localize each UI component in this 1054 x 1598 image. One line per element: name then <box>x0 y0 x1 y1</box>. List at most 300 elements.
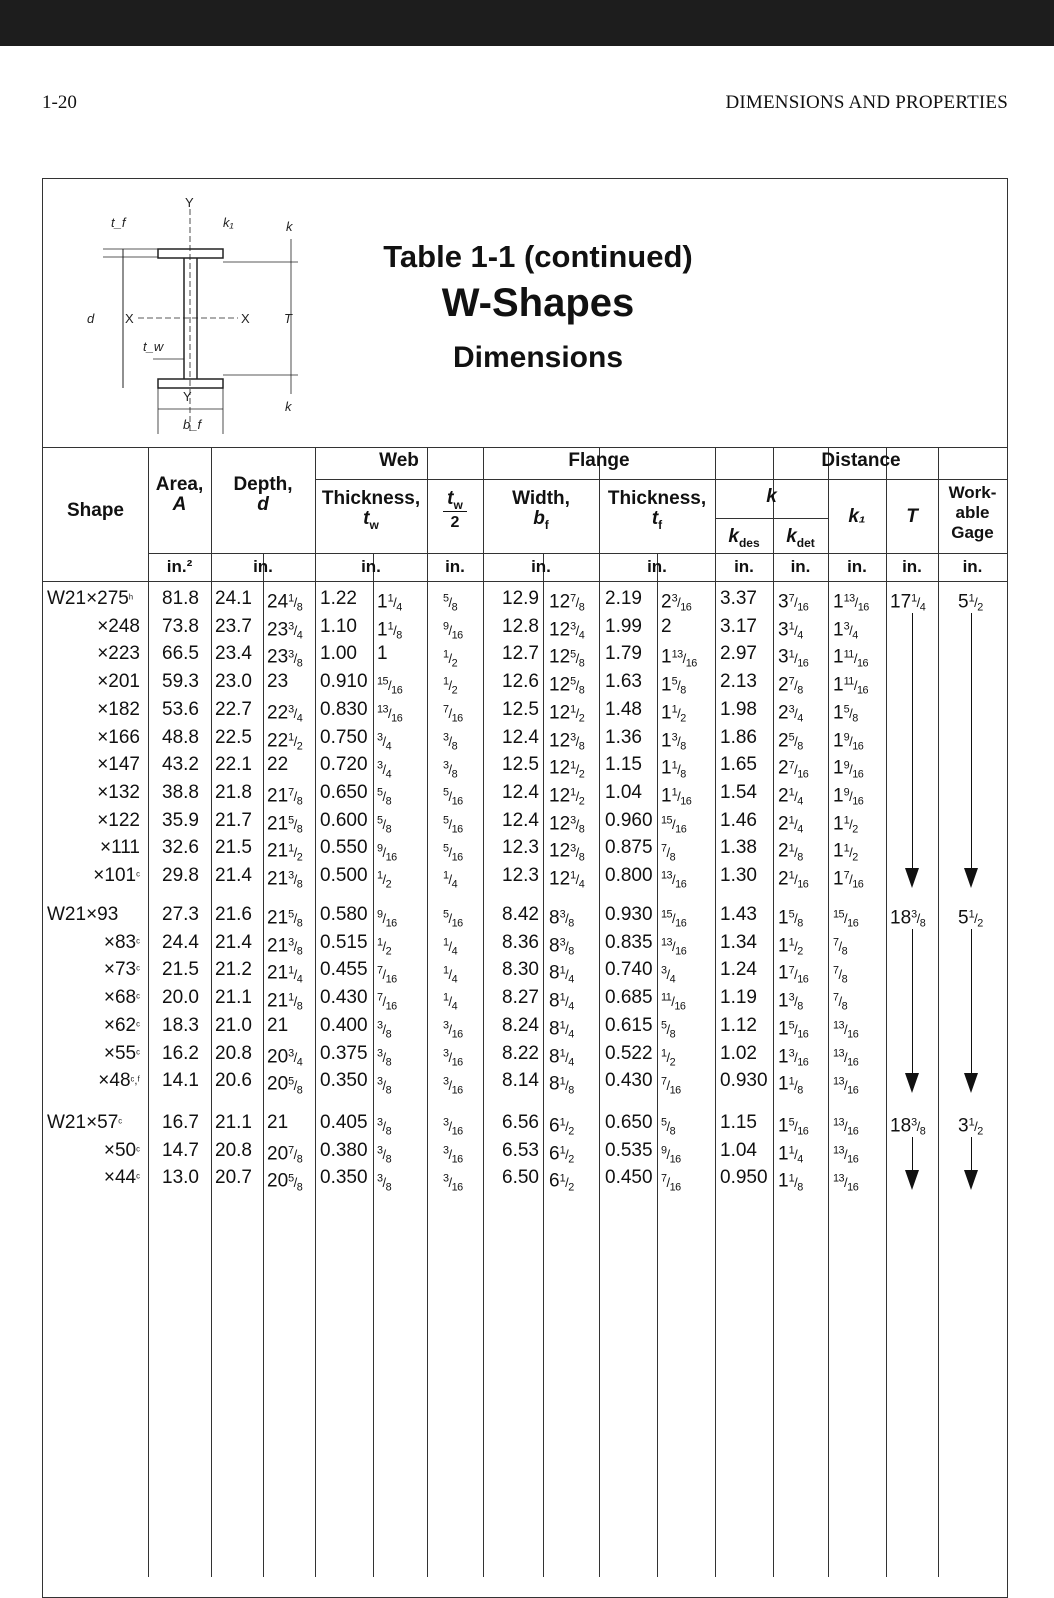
cell-r0-9-c11: 1.38 <box>720 837 757 859</box>
cell-r2-1-c13: $^{13}/_{16}$ <box>833 1144 859 1166</box>
cell-r0-5-c0: ×166 <box>97 726 140 748</box>
cell-r1-4-c6: $^3/_{16}$ <box>443 1019 463 1041</box>
cell-r1-4-c10: $^5/_8$ <box>661 1019 676 1041</box>
cell-r1-2-c11: 1.24 <box>720 959 757 981</box>
cell-r2-0-c6: $^3/_{16}$ <box>443 1117 463 1138</box>
cell-r0-6-c10: $1^1/_8$ <box>661 757 686 781</box>
cell-r1-2-c3: $21^1/_4$ <box>267 962 303 986</box>
cell-r0-1-c7: 12.8 <box>502 615 539 637</box>
cell-r1-3-c0: $\times 68^ᶜ$ <box>103 987 140 1009</box>
cell-r0-0-c0: $W21\times 275^ʰ$ <box>47 588 134 609</box>
cell-r1-1-c12: $1^1/_2$ <box>778 935 803 958</box>
column-rule <box>715 447 716 1577</box>
unit-depth: in. <box>253 557 273 576</box>
cell-r1-0-c5: $^9/_{16}$ <box>377 909 397 930</box>
cell-r0-10-c3: $21^3/_8$ <box>267 868 303 891</box>
unit-flange-thickness: in. <box>647 557 667 576</box>
header-distance: Distance <box>821 450 901 471</box>
cell-r2-1-c4: 0.380 <box>320 1139 368 1161</box>
cell-r1-4-c9: 0.615 <box>605 1014 653 1036</box>
cell-r2-2-c6: $^3/_{16}$ <box>443 1172 463 1194</box>
cell-r1-6-c13: $^{13}/_{16}$ <box>833 1075 859 1097</box>
header-kdes: $k_{des}$ <box>728 526 760 550</box>
cell-r2-1-c7: 6.53 <box>502 1139 539 1161</box>
cell-r0-9-c8: $12^3/_8$ <box>549 840 585 864</box>
cell-r0-5-c6: $^3/_8$ <box>443 731 458 753</box>
cell-r1-3-c11: 1.19 <box>720 987 757 1009</box>
cell-r0-7-c6: $^5/_{16}$ <box>443 786 463 808</box>
cell-r0-2-c7: 12.7 <box>502 643 539 665</box>
cell-r0-2-c2: 23.4 <box>215 643 252 665</box>
cell-r0-3-c6: $^1/_2$ <box>443 676 458 698</box>
cell-r1-6-c11: 0.930 <box>720 1070 768 1092</box>
cell-r2-0-c10: $^5/_8$ <box>661 1117 676 1138</box>
cell-r2-2-c7: 6.50 <box>502 1167 539 1189</box>
cell-r2-0-c9: 0.650 <box>605 1112 653 1133</box>
cell-r1-2-c0: $\times 73^ᶜ$ <box>103 959 140 981</box>
cell-r1-2-c6: $^1/_4$ <box>443 964 458 986</box>
cell-r1-1-c1: 24.4 <box>162 931 199 953</box>
column-rule <box>599 447 600 1577</box>
cell-r0-10-c10: $^{13}/_{16}$ <box>661 870 687 891</box>
cell-r0-7-c13: $1^9/_{16}$ <box>833 785 864 808</box>
cell-r2-1-c0: $\times 50^ᶜ$ <box>103 1139 140 1161</box>
cell-r2-0-c13: $^{13}/_{16}$ <box>833 1117 859 1138</box>
cell-r1-0-c13: $^{15}/_{16}$ <box>833 909 859 930</box>
cell-r1-0-c0: W21×93 <box>47 904 119 925</box>
column-rule <box>315 447 316 1577</box>
cell-r0-2-c5: 1 <box>377 643 388 665</box>
cell-r2-0-c2: 21.1 <box>215 1112 252 1133</box>
cell-r1-0-c6: $^5/_{16}$ <box>443 909 463 930</box>
cell-r0-6-c0: ×147 <box>97 754 140 776</box>
cell-r0-3-c4: 0.910 <box>320 671 368 693</box>
cell-r0-6-c6: $^3/_8$ <box>443 759 458 781</box>
cell-r0-10-c9: 0.800 <box>605 865 653 886</box>
cell-r0-8-c7: 12.4 <box>502 809 539 831</box>
cell-r0-0-c10: $2^3/_{16}$ <box>661 591 692 614</box>
cell-r2-1-c12: $1^1/_4$ <box>778 1143 803 1166</box>
cell-r0-0-c13: $1^{13}/_{16}$ <box>833 591 869 614</box>
cell-r0-2-c1: 66.5 <box>162 643 199 665</box>
cell-r0-1-c13: $1^3/_4$ <box>833 619 858 642</box>
cell-r0-9-c5: $^9/_{16}$ <box>377 842 397 864</box>
column-rule <box>828 447 829 1577</box>
section-title: DIMENSIONS AND PROPERTIES <box>725 92 1008 113</box>
continuation-line <box>971 613 972 882</box>
cell-r0-3-c0: ×201 <box>97 671 140 693</box>
cell-r0-1-c0: ×248 <box>97 615 140 637</box>
cell-r1-2-c10: $^3/_4$ <box>661 964 676 986</box>
cell-r0-8-c8: $12^3/_8$ <box>549 812 585 836</box>
cell-r1-3-c7: 8.27 <box>502 987 539 1009</box>
cell-r0-1-c4: 1.10 <box>320 615 357 637</box>
cell-r1-4-c2: 21.0 <box>215 1014 252 1036</box>
cell-r1-1-c4: 0.515 <box>320 931 368 953</box>
group-header-rule <box>315 479 1007 480</box>
diagram-label-k-bottom: k <box>285 399 292 414</box>
continuation-arrow <box>905 868 919 888</box>
cell-r0-10-c7: 12.3 <box>502 865 539 886</box>
cell-r1-6-c1: 14.1 <box>162 1070 199 1092</box>
cell-r0-9-c1: 32.6 <box>162 837 199 859</box>
sub-column-rule <box>373 553 374 1577</box>
cell-r1-6-c8: $8^1/_8$ <box>549 1073 574 1097</box>
cell-r0-6-c9: 1.15 <box>605 754 642 776</box>
cell-r0-2-c12: $3^1/_{16}$ <box>778 646 809 670</box>
cell-r0-3-c10: $1^5/_8$ <box>661 674 686 698</box>
cell-r1-5-c8: $8^1/_4$ <box>549 1045 574 1069</box>
cell-r0-0-c5: $1^1/_4$ <box>377 591 402 614</box>
cell-r1-3-c5: $^7/_{16}$ <box>377 992 397 1014</box>
cell-r1-0-c8: $8^3/_8$ <box>549 907 574 930</box>
cell-r0-9-c6: $^5/_{16}$ <box>443 842 463 864</box>
cell-r1-5-c4: 0.375 <box>320 1042 368 1064</box>
cell-r0-7-c12: $2^1/_4$ <box>778 785 803 808</box>
header-flange: Flange <box>568 450 630 471</box>
cell-r0-9-c7: 12.3 <box>502 837 539 859</box>
cell-r1-3-c4: 0.430 <box>320 987 368 1009</box>
title-divider <box>43 447 1007 448</box>
header-bottom-rule <box>43 581 1007 582</box>
cell-r0-2-c11: 2.97 <box>720 643 757 665</box>
cell-r1-6-c10: $^7/_{16}$ <box>661 1075 681 1097</box>
cell-r0-5-c8: $12^3/_8$ <box>549 729 585 753</box>
cell-r0-4-c5: $^{13}/_{16}$ <box>377 703 403 725</box>
cell-r0-6-c1: 43.2 <box>162 754 199 776</box>
cell-r0-1-c11: 3.17 <box>720 615 757 637</box>
cell-r1-5-c5: $^3/_8$ <box>377 1047 392 1069</box>
unit-gage: in. <box>962 557 983 576</box>
header-T: T <box>906 506 918 527</box>
column-rule <box>938 447 939 1577</box>
cell-r2-2-c9: 0.450 <box>605 1167 653 1189</box>
cell-r0-4-c8: $12^1/_2$ <box>549 702 585 725</box>
unit-T: in. <box>902 557 922 576</box>
cell-r0-6-c5: $^3/_4$ <box>377 759 392 781</box>
cell-r1-2-c8: $8^1/_4$ <box>549 962 574 986</box>
cell-r1-0-c4: 0.580 <box>320 904 368 925</box>
cell-r0-0-c1: 81.8 <box>162 588 199 609</box>
cell-r2-2-c13: $^{13}/_{16}$ <box>833 1172 859 1194</box>
cell-r1-5-c0: $\times 55^ᶜ$ <box>103 1042 140 1064</box>
cell-r0-5-c12: $2^5/_8$ <box>778 729 803 753</box>
cell-r1-3-c12: $1^3/_8$ <box>778 990 803 1014</box>
header-k: k <box>766 486 777 507</box>
continuation-line <box>971 929 972 1087</box>
cell-r0-0-c15: $5^1/_2$ <box>958 591 983 614</box>
cell-r0-3-c3: 23 <box>267 671 289 693</box>
cell-r2-1-c6: $^3/_{16}$ <box>443 1144 463 1166</box>
table-title-line2: W-Shapes <box>441 281 635 325</box>
cell-r0-8-c0: ×122 <box>97 809 140 831</box>
cell-r1-5-c10: $^1/_2$ <box>661 1047 676 1069</box>
continuation-arrow <box>964 868 978 888</box>
cell-r0-4-c12: $2^3/_4$ <box>778 702 803 725</box>
cell-r0-3-c11: 2.13 <box>720 671 757 693</box>
cell-r0-7-c2: 21.8 <box>215 781 252 803</box>
units-rule <box>148 553 1007 554</box>
cell-r0-5-c1: 48.8 <box>162 726 199 748</box>
unit-web: in. <box>361 557 381 576</box>
cell-r1-4-c3: 21 <box>267 1014 289 1036</box>
cell-r1-4-c1: 18.3 <box>162 1014 199 1036</box>
header-flange-thickness: Thickness, $t_f$ <box>607 488 707 532</box>
cell-r0-6-c2: 22.1 <box>215 754 252 776</box>
cell-r0-8-c13: $1^1/_2$ <box>833 812 858 836</box>
cell-r1-4-c8: $8^1/_4$ <box>549 1018 574 1041</box>
cell-r2-2-c1: 13.0 <box>162 1167 199 1189</box>
cell-r1-3-c8: $8^1/_4$ <box>549 990 574 1014</box>
cell-r1-0-c1: 27.3 <box>162 904 199 925</box>
cell-r0-1-c6: $^9/_{16}$ <box>443 620 463 642</box>
cell-r0-8-c1: 35.9 <box>162 809 199 831</box>
cell-r1-3-c10: $^{11}/_{16}$ <box>661 992 686 1014</box>
cell-r0-7-c11: 1.54 <box>720 781 757 803</box>
cell-r2-2-c2: 20.7 <box>215 1167 252 1189</box>
cell-r1-2-c4: 0.455 <box>320 959 368 981</box>
cell-r1-4-c4: 0.400 <box>320 1014 368 1036</box>
cell-r2-2-c4: 0.350 <box>320 1167 368 1189</box>
cell-r0-3-c7: 12.6 <box>502 671 539 693</box>
cell-r0-4-c2: 22.7 <box>215 698 252 720</box>
cell-r0-7-c3: $21^7/_8$ <box>267 785 303 808</box>
cell-r0-10-c1: 29.8 <box>162 865 199 886</box>
column-rule <box>886 447 887 1577</box>
cell-r1-5-c11: 1.02 <box>720 1042 757 1064</box>
sub-column-rule <box>543 553 544 1577</box>
cell-r1-1-c8: $8^3/_8$ <box>549 935 574 958</box>
cell-r0-5-c9: 1.36 <box>605 726 642 748</box>
cell-r0-3-c5: $^{15}/_{16}$ <box>377 676 403 698</box>
cell-r0-2-c4: 1.00 <box>320 643 357 665</box>
cell-r0-8-c6: $^5/_{16}$ <box>443 814 463 836</box>
cell-r0-2-c8: $12^5/_8$ <box>549 646 585 670</box>
cell-r2-0-c4: 0.405 <box>320 1112 368 1133</box>
cell-r0-4-c1: 53.6 <box>162 698 199 720</box>
cell-r0-4-c0: ×182 <box>97 698 140 720</box>
cell-r1-4-c12: $1^5/_{16}$ <box>778 1018 809 1041</box>
column-rule <box>148 447 149 1577</box>
cell-r1-5-c3: $20^3/_4$ <box>267 1045 303 1069</box>
cell-r1-5-c12: $1^3/_{16}$ <box>778 1045 809 1069</box>
cell-r0-6-c11: 1.65 <box>720 754 757 776</box>
diagram-label-Y-bottom: Y <box>183 389 192 404</box>
diagram-label-bf: b_f <box>183 417 202 432</box>
cell-r1-6-c9: 0.430 <box>605 1070 653 1092</box>
cell-r0-0-c2: 24.1 <box>215 588 252 609</box>
cell-r1-6-c3: $20^5/_8$ <box>267 1073 303 1097</box>
cell-r1-6-c6: $^3/_{16}$ <box>443 1075 463 1097</box>
cell-r1-4-c0: $\times 62^ᶜ$ <box>103 1014 140 1036</box>
cell-r2-1-c10: $^9/_{16}$ <box>661 1144 681 1166</box>
cell-r0-3-c1: 59.3 <box>162 671 199 693</box>
cell-r0-9-c4: 0.550 <box>320 837 368 859</box>
cell-r2-2-c0: $\times 44^ᶜ$ <box>103 1167 140 1189</box>
cell-r2-0-c0: $W21\times 57^ᶜ$ <box>47 1112 123 1133</box>
cell-r2-1-c8: $6^1/_2$ <box>549 1143 574 1166</box>
column-rule <box>773 447 774 1577</box>
cell-r2-1-c5: $^3/_8$ <box>377 1144 392 1166</box>
cell-r0-8-c4: 0.600 <box>320 809 368 831</box>
cell-r2-1-c2: 20.8 <box>215 1139 252 1161</box>
cell-r1-1-c10: $^{13}/_{16}$ <box>661 936 687 958</box>
cell-r0-6-c4: 0.720 <box>320 754 368 776</box>
cell-r0-8-c5: $^5/_8$ <box>377 814 392 836</box>
cell-r0-0-c7: 12.9 <box>502 588 539 609</box>
cell-r1-2-c9: 0.740 <box>605 959 653 981</box>
cell-r0-0-c12: $3^7/_{16}$ <box>778 591 809 614</box>
cell-r0-10-c13: $1^7/_{16}$ <box>833 868 864 891</box>
cell-r0-9-c12: $2^1/_8$ <box>778 840 803 864</box>
cell-r0-7-c0: ×132 <box>97 781 140 803</box>
cell-r1-6-c2: 20.6 <box>215 1070 252 1092</box>
cell-r0-5-c4: 0.750 <box>320 726 368 748</box>
unit-kdet: in. <box>790 557 811 576</box>
cell-r1-1-c13: $^7/_8$ <box>833 936 848 958</box>
cell-r0-2-c3: $23^3/_8$ <box>267 646 303 670</box>
cell-r1-6-c0: $\times 48^{ᶜ,ᶠ}$ <box>98 1070 140 1092</box>
table-frame <box>42 178 1008 1598</box>
cell-r0-4-c13: $1^5/_8$ <box>833 702 858 725</box>
cell-r1-3-c9: 0.685 <box>605 987 653 1009</box>
cell-r0-5-c5: $^3/_4$ <box>377 731 392 753</box>
cell-r0-1-c8: $12^3/_4$ <box>549 619 585 642</box>
cell-r0-6-c12: $2^7/_{16}$ <box>778 757 809 781</box>
cell-r0-2-c9: 1.79 <box>605 643 642 665</box>
k-header-rule <box>715 518 828 519</box>
cell-r1-3-c3: $21^1/_8$ <box>267 990 303 1014</box>
w-shape-diagram <box>63 189 303 449</box>
cell-r1-1-c2: 21.4 <box>215 931 252 953</box>
cell-r2-0-c7: 6.56 <box>502 1112 539 1133</box>
cell-r1-2-c7: 8.30 <box>502 959 539 981</box>
cell-r1-4-c11: 1.12 <box>720 1014 757 1036</box>
cell-r1-2-c5: $^7/_{16}$ <box>377 964 397 986</box>
cell-r1-6-c7: 8.14 <box>502 1070 539 1092</box>
cell-r1-2-c13: $^7/_8$ <box>833 964 848 986</box>
cell-r1-5-c7: 8.22 <box>502 1042 539 1064</box>
cell-r0-5-c11: 1.86 <box>720 726 757 748</box>
cell-r0-10-c5: $^1/_2$ <box>377 870 392 891</box>
cell-r0-10-c12: $2^1/_{16}$ <box>778 868 809 891</box>
cell-r1-0-c7: 8.42 <box>502 904 539 925</box>
cell-r2-1-c1: 14.7 <box>162 1139 199 1161</box>
cell-r0-9-c9: 0.875 <box>605 837 653 859</box>
cell-r0-0-c3: $24^1/_8$ <box>267 591 303 614</box>
header-depth: Depth, d <box>233 474 293 515</box>
cell-r1-5-c1: 16.2 <box>162 1042 199 1064</box>
cell-r1-5-c2: 20.8 <box>215 1042 252 1064</box>
cell-r1-2-c2: 21.2 <box>215 959 252 981</box>
table-title-line1: Table 1-1 (continued) <box>383 239 693 274</box>
cell-r0-0-c4: 1.22 <box>320 588 357 609</box>
cell-r0-5-c2: 22.5 <box>215 726 252 748</box>
cell-r1-3-c6: $^1/_4$ <box>443 992 458 1014</box>
cell-r0-4-c9: 1.48 <box>605 698 642 720</box>
cell-r0-8-c9: 0.960 <box>605 809 653 831</box>
cell-r2-0-c12: $1^5/_{16}$ <box>778 1115 809 1138</box>
cell-r0-9-c2: 21.5 <box>215 837 252 859</box>
cell-r1-1-c9: 0.835 <box>605 931 653 953</box>
cell-r0-4-c3: $22^3/_4$ <box>267 702 303 725</box>
cell-r0-9-c13: $1^1/_2$ <box>833 840 858 864</box>
cell-r0-1-c2: 23.7 <box>215 615 252 637</box>
cell-r1-4-c7: 8.24 <box>502 1014 539 1036</box>
cell-r2-2-c3: $20^5/_8$ <box>267 1170 303 1194</box>
cell-r2-0-c1: 16.7 <box>162 1112 199 1133</box>
cell-r2-1-c11: 1.04 <box>720 1139 757 1161</box>
cell-r1-1-c11: 1.34 <box>720 931 757 953</box>
cell-r0-8-c2: 21.7 <box>215 809 252 831</box>
cell-r1-5-c9: 0.522 <box>605 1042 653 1064</box>
cell-r0-7-c8: $12^1/_2$ <box>549 785 585 808</box>
diagram-label-X-right: X <box>241 311 250 326</box>
sub-column-rule <box>657 553 658 1577</box>
header-shape: Shape <box>66 500 125 521</box>
cell-r0-3-c8: $12^5/_8$ <box>549 674 585 698</box>
continuation-arrow <box>905 1073 919 1093</box>
unit-flange-width: in. <box>531 557 551 576</box>
cell-r1-3-c13: $^7/_8$ <box>833 992 848 1014</box>
header-k1: k₁ <box>848 506 866 527</box>
top-bar <box>0 0 1054 46</box>
cell-r1-0-c14: $18^3/_8$ <box>890 907 926 930</box>
cell-r0-1-c1: 73.8 <box>162 615 199 637</box>
cell-r0-7-c7: 12.4 <box>502 781 539 803</box>
cell-r2-0-c8: $6^1/_2$ <box>549 1115 574 1138</box>
diagram-label-X-left: X <box>125 311 134 326</box>
cell-r1-0-c15: $5^1/_2$ <box>958 907 983 930</box>
cell-r0-5-c7: 12.4 <box>502 726 539 748</box>
header-web: Web <box>379 450 419 471</box>
diagram-label-T: T <box>284 311 292 326</box>
unit-area: in.² <box>166 557 193 576</box>
cell-r0-0-c9: 2.19 <box>605 588 642 609</box>
cell-r1-6-c4: 0.350 <box>320 1070 368 1092</box>
diagram-label-d: d <box>87 311 95 326</box>
cell-r1-0-c11: 1.43 <box>720 904 757 925</box>
diagram-label-k1: k₁ <box>223 215 234 230</box>
cell-r1-1-c5: $^1/_2$ <box>377 936 392 958</box>
diagram-label-k-top: k <box>286 219 293 234</box>
cell-r2-0-c11: 1.15 <box>720 1112 757 1133</box>
cell-r0-10-c2: 21.4 <box>215 865 252 886</box>
cell-r0-2-c6: $^1/_2$ <box>443 648 458 670</box>
cell-r0-6-c7: 12.5 <box>502 754 539 776</box>
column-rule <box>427 447 428 1577</box>
cell-r1-0-c9: 0.930 <box>605 904 653 925</box>
unit-k1: in. <box>847 557 867 576</box>
cell-r1-4-c5: $^3/_8$ <box>377 1019 392 1041</box>
diagram-label-Y-top: Y <box>185 195 194 210</box>
cell-r0-6-c8: $12^1/_2$ <box>549 757 585 781</box>
continuation-arrow <box>905 1170 919 1190</box>
cell-r0-6-c3: 22 <box>267 754 289 776</box>
cell-r1-0-c3: $21^5/_8$ <box>267 907 303 930</box>
cell-r0-9-c10: $^7/_8$ <box>661 842 676 864</box>
cell-r0-10-c0: $\times 101^ᶜ$ <box>93 865 140 886</box>
cell-r0-5-c10: $1^3/_8$ <box>661 729 686 753</box>
cell-r1-4-c13: $^{13}/_{16}$ <box>833 1019 859 1041</box>
cell-r2-2-c12: $1^1/_8$ <box>778 1170 803 1194</box>
header-web-thickness: Thickness, $t_w$ <box>321 488 421 532</box>
header-half-tw: $t_w$ 2 <box>427 489 483 532</box>
cell-r0-7-c5: $^5/_8$ <box>377 786 392 808</box>
unit-half-tw: in. <box>445 557 465 576</box>
cell-r0-6-c13: $1^9/_{16}$ <box>833 757 864 781</box>
cell-r0-4-c10: $1^1/_2$ <box>661 702 686 725</box>
